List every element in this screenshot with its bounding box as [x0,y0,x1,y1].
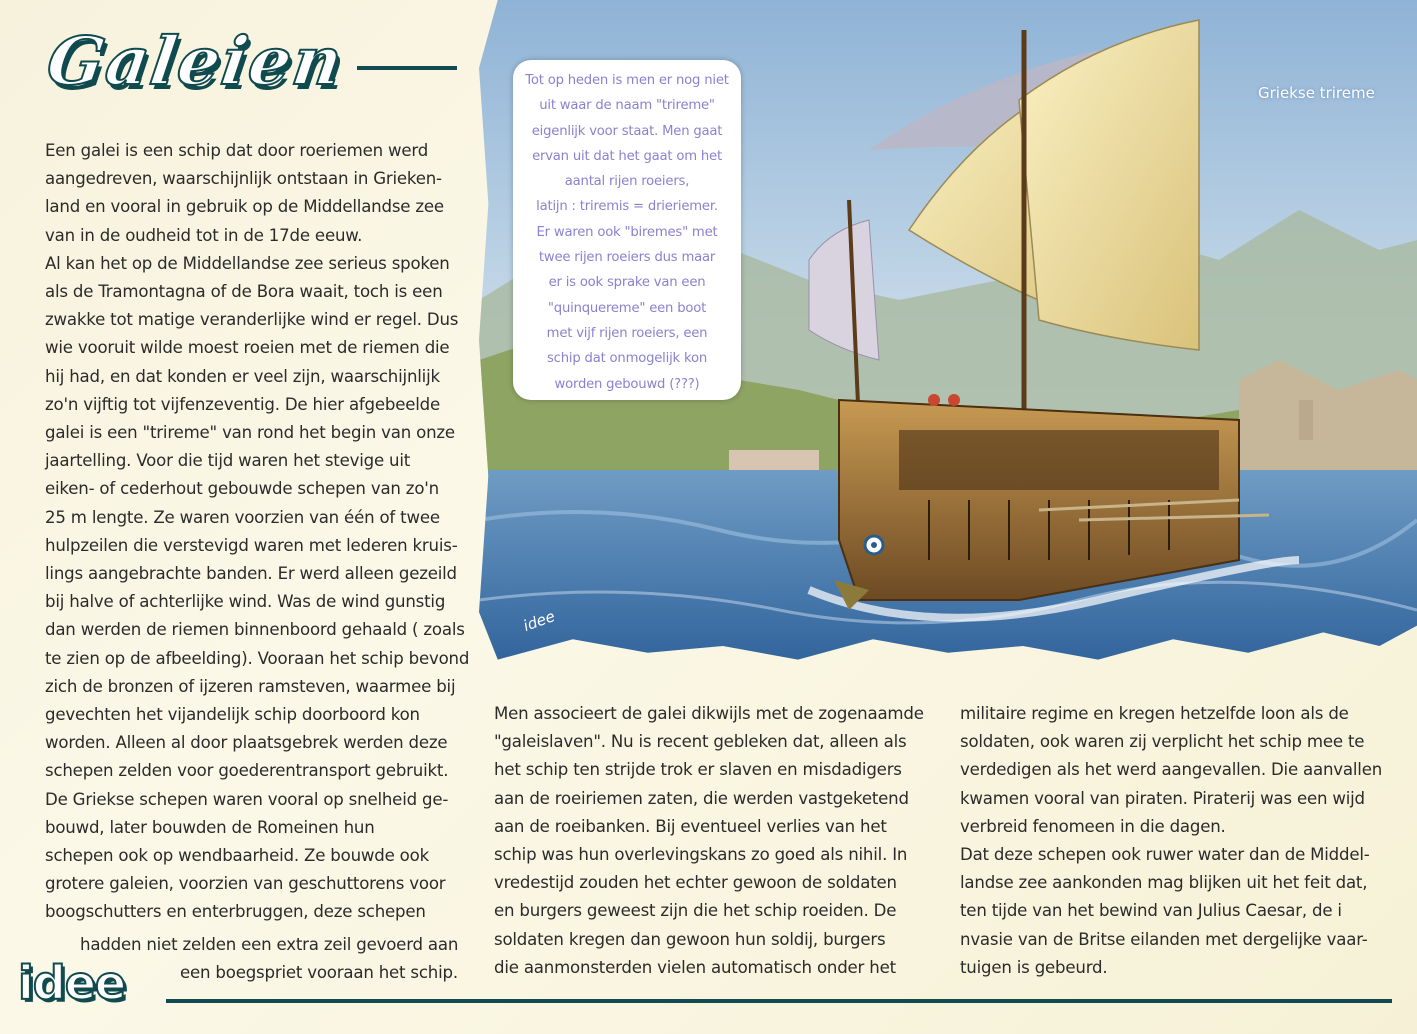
article-column-1-end-line-1: hadden niet zelden een extra zeil gevoerd aan [80,935,459,954]
title-rule [357,66,457,70]
trireme-note-box: Tot op heden is men er nog niet uit waar de naam "trireme" eigenlijk voor staat. Men gaat ervan uit dat het gaat om het aantal rijen roeiers, latijn : triremis = drieriemer. Er waren ook "biremes" met twee rijen roeiers dus maar er is ook sprake van een "quinquereme" een boot met vijf rijen roeiers, een schip dat onmogelijk kon worden gebouwd (???) [513,60,741,400]
painting-signature: idee [520,607,558,635]
painting-caption: Griekse trireme [1258,84,1375,102]
article-column-3: militaire regime en kregen hetzelfde loon als de soldaten, ook waren zij verplicht het schip mee te verdedigen als het werd aangevallen. Die aanvallen kwamen vooral van piraten. Piraterij was een wijd verbreid fenomeen in die dagen. Dat deze schepen ook ruwer water dan de Middel- landse zee aankonden mag blijken uit het feit dat, ten tijde van het bewind van Julius Caesar, de i nvasie van de Britse eilanden met dergelijke vaar- tuigen is gebeurd. [960,704,1383,977]
article-column-2: Men associeert de galei dikwijls met de zogenaamde "galeislaven". Nu is recent gebleken dat, alleen als het schip ten strijde trok er slaven en misdadigers aan de roeiriemen zaten, die werden vastgeketend aan de roeibanken. Bij eventueel verlies van het schip was hun overlevingskans zo goed als nihil. In vredestijd zouden het echter gewoon de soldaten en burgers geweest zijn die het schip roeiden. De soldaten kregen dan gewoon hun soldij, burgers die aanmonsterden vielen automatisch onder het [494,704,924,977]
idee-logo: idee [18,956,126,1010]
article-column-1-end-line-2: een boegspriet vooraan het schip. [180,963,458,982]
page-title: Galeien [42,22,349,100]
bottom-rule [166,999,1392,1003]
article-column-1: Een galei is een schip dat door roeriemen werd aangedreven, waarschijnlijk ontstaan in Grieken- land en vooral in gebruik op de Middellandse zee van in de oudheid tot in de 17de eeuw. Al kan het op de Middellandse zee serieus spoken als de Tramontagna of de Bora waait, toch is een zwakke tot matige veranderlijke wind er regel. Dus wie vooruit wilde moest roeien met de riemen die hij had, en dat konden er veel zijn, waarschijnlijk zo'n vijftig tot vijfenzeventig. De hier afgebeelde galei is een "trireme" van rond het begin van onze jaartelling. Voor die tijd waren het stevige uit eiken- of cederhout gebouwde schepen van zo'n 25 m lengte. Ze waren voorzien van één of twee hulpzeilen die verstevigd waren met lederen kruis- lings aangebrachte banden. Er werd alleen gezeild bij halve of achterlijke wind. Was de wind gunstig dan werden de riemen binnenboord gehaald ( zoals te zien op de afbeelding). Vooraan het schip bevond zich de bronzen of ijzeren ramsteven, waarmee bij gevechten het vijandelijk schip doorboord kon worden. Alleen al door plaatsgebrek werden deze schepen zelden voor goederentransport gebruikt. De Griekse schepen waren vooral op snelheid ge- bouwd, later bouwden de Romeinen hun schepen ook op wendbaarheid. Ze bouwde ook grotere galeien, voorzien van geschuttorens voor boogschutters en enterbruggen, deze schepen [45,141,470,922]
